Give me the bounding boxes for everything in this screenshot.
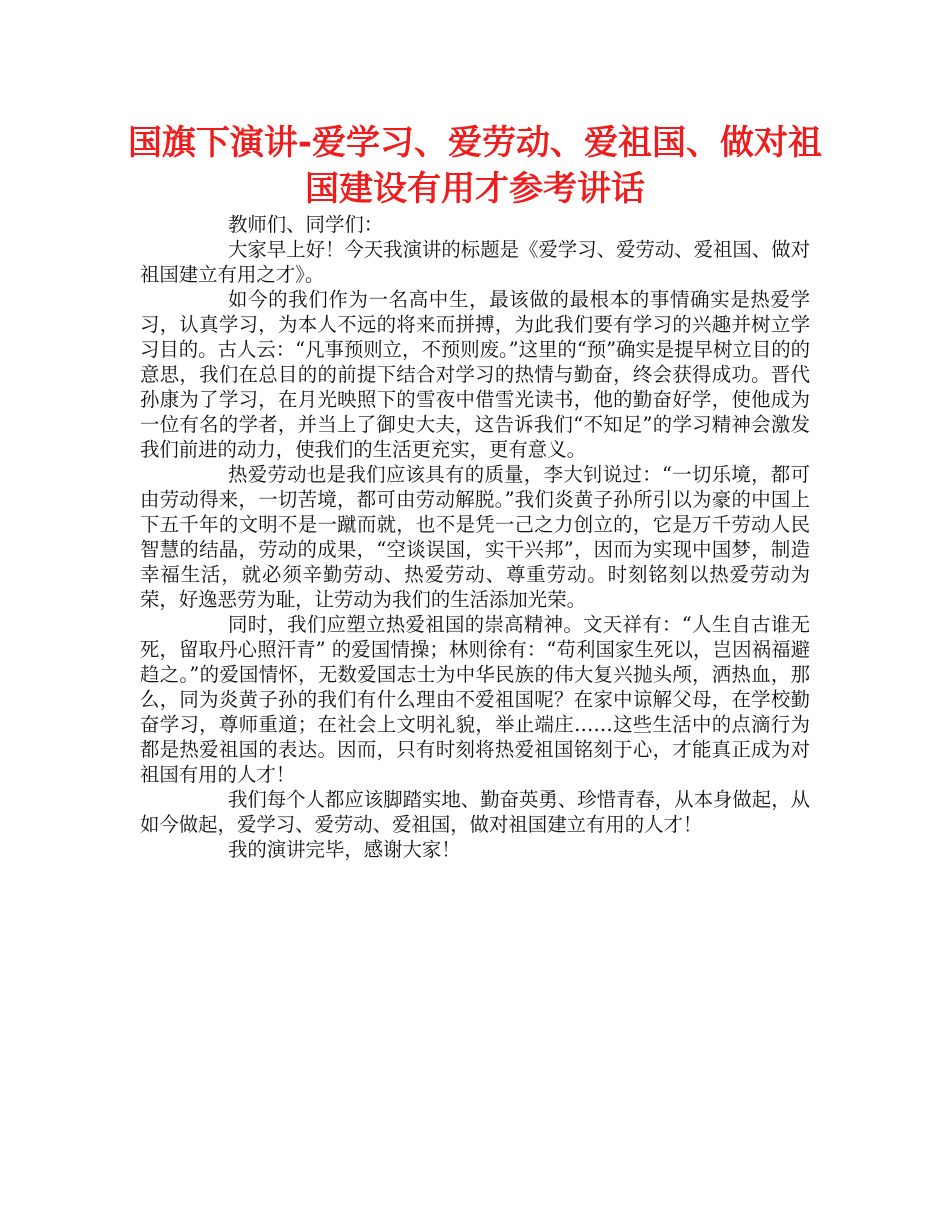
- paragraph-study: 如今的我们作为一名高中生，最该做的最根本的事情确实是热爱学习，认真学习，为本人不远的将来而拼搏，为此我们要有学习的兴趣并树立学习目的。古人云：“凡事预则立，不预则废。”这里的“预”确实是提早树立目的的意思，我们在总目的的前提下结合对学习的热情与勤奋，终会获得成功。晋代孙康为了学习，在月光映照下的雪夜中借雪光读书，他的勤奋好学，使他成为一位有名的学者，并当上了御史大夫，这告诉我们“不知足”的学习精神会激发我们前进的动力，使我们的生活更充实，更有意义。: [140, 288, 810, 461]
- paragraph-closing: 我的演讲完毕，感谢大家！: [228, 838, 461, 861]
- paragraph-conclusion: 我们每个人都应该脚踏实地、勤奋英勇、珍惜青春，从本身做起，从如今做起，爱学习、爱劳动、爱祖国，做对祖国建立有用的人才！: [140, 788, 810, 836]
- salutation: 教师们、同学们：: [228, 213, 384, 236]
- document-title: 国旗下演讲-爱学习、爱劳动、爱祖国、做对祖国建设有用才参考讲话: [127, 123, 823, 209]
- paragraph-patriotism: 同时，我们应塑立热爱祖国的崇高精神。文天祥有：“人生自古谁无死，留取丹心照汗青” 的爱国情操；林则徐有：“苟利国家生死以，岂因祸福避趋之。”的爱国情怀，无数爱国志士为中华民族的伟大复兴抛头颅，洒热血，那么，同为炎黄子孙的我们有什么理由不爱祖国呢？在家中谅解父母，在学校勤奋学习，尊师重道；在社会上文明礼貌，举止端庄……这些生活中的点滴行为都是热爱祖国的表达。因而，只有时刻将热爱祖国铭刻于心，才能真正成为对祖国有用的人才！: [140, 613, 810, 786]
- speech-body: [140, 212, 810, 862]
- paragraph-greeting: 大家早上好！今天我演讲的标题是《爱学习、爱劳动、爱祖国、做对祖国建立有用之才》。: [140, 238, 810, 286]
- paragraph-labor: 热爱劳动也是我们应该具有的质量，李大钊说过：“一切乐境，都可由劳动得来，一切苦境，都可由劳动解脱。”我们炎黄子孙所引以为豪的中国上下五千年的文明不是一蹴而就，也不是凭一己之力创立的，它是万千劳动人民智慧的结晶，劳动的成果，“空谈误国，实干兴邦”，因而为实现中国梦，制造幸福生活，就必须辛勤劳动、热爱劳动、尊重劳动。时刻铭刻以热爱劳动为荣，好逸恶劳为耻，让劳动为我们的生活添加光荣。: [140, 463, 810, 611]
